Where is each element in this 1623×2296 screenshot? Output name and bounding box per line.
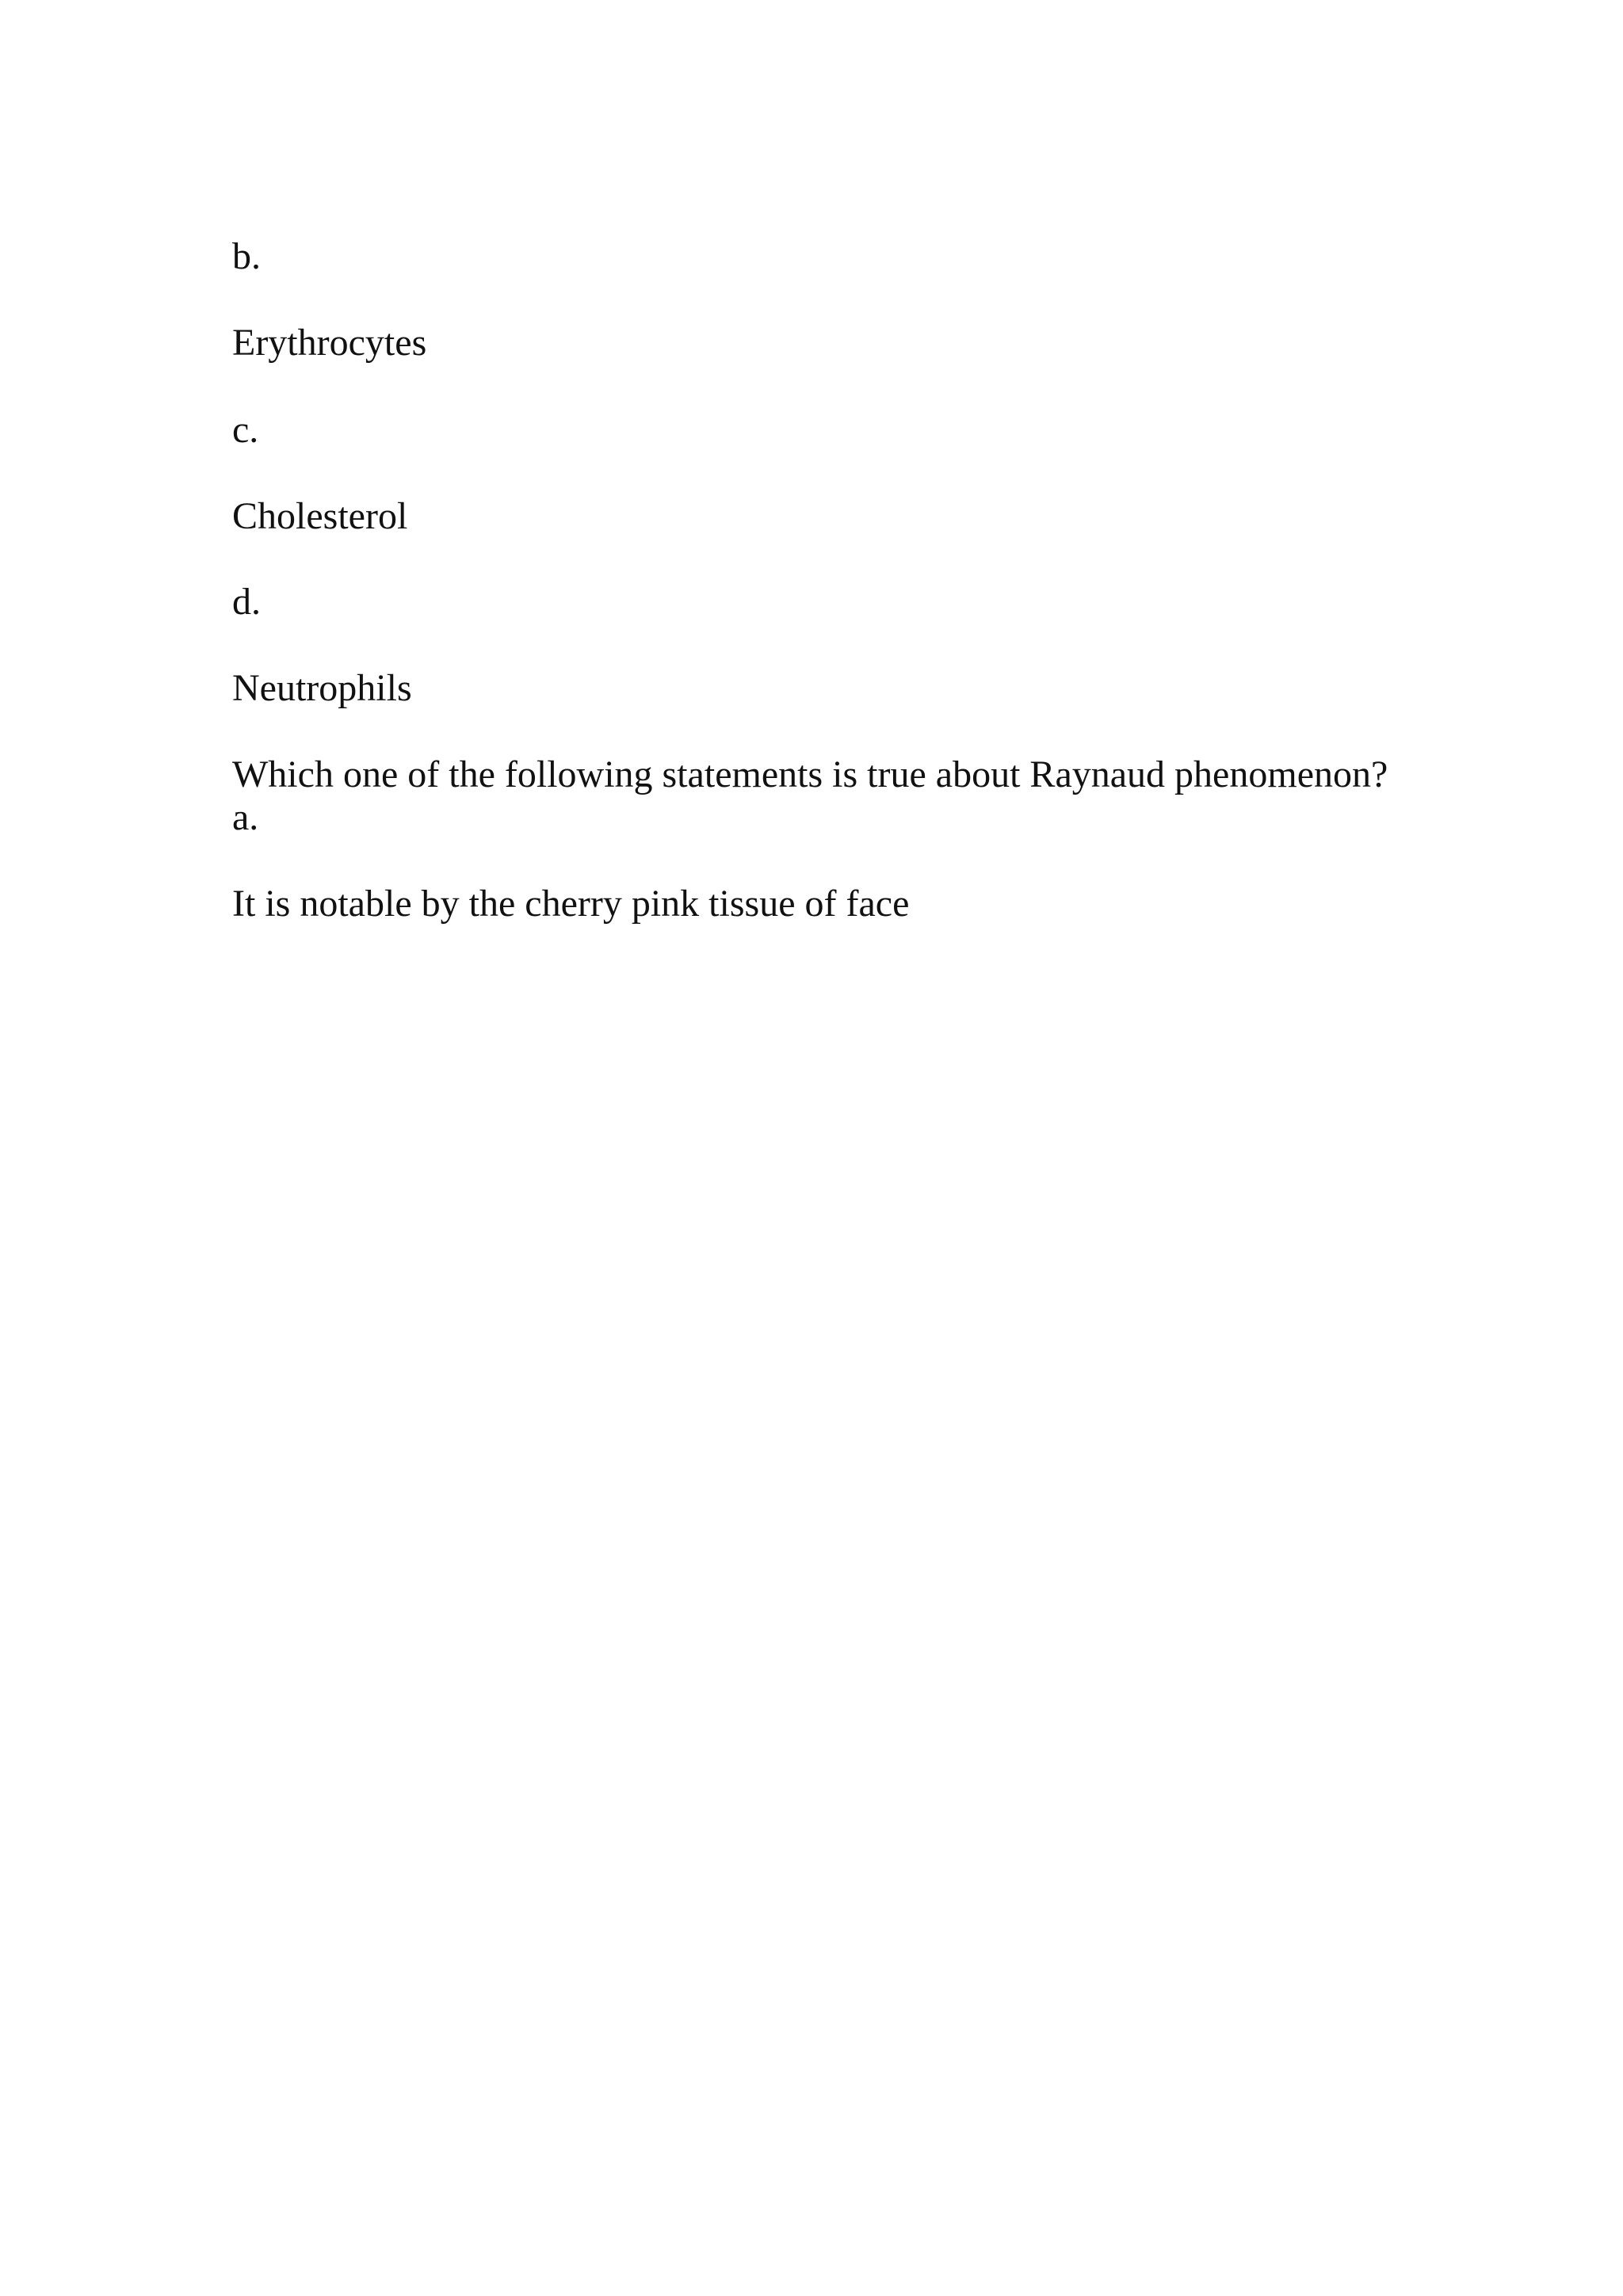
option-text-c: Cholesterol bbox=[232, 495, 408, 537]
option-letter-b: b. bbox=[232, 235, 261, 277]
question-option-text-a: It is notable by the cherry pink tissue of face bbox=[232, 883, 910, 925]
option-letter-d: d. bbox=[232, 581, 261, 623]
question-text: Which one of the following statements is true about Raynaud phenomenon? bbox=[232, 753, 1388, 795]
option-text-d: Neutrophils bbox=[232, 667, 412, 709]
question-option-letter-a: a. bbox=[232, 796, 259, 838]
option-letter-c: c. bbox=[232, 409, 259, 451]
option-text-b: Erythrocytes bbox=[232, 322, 427, 364]
